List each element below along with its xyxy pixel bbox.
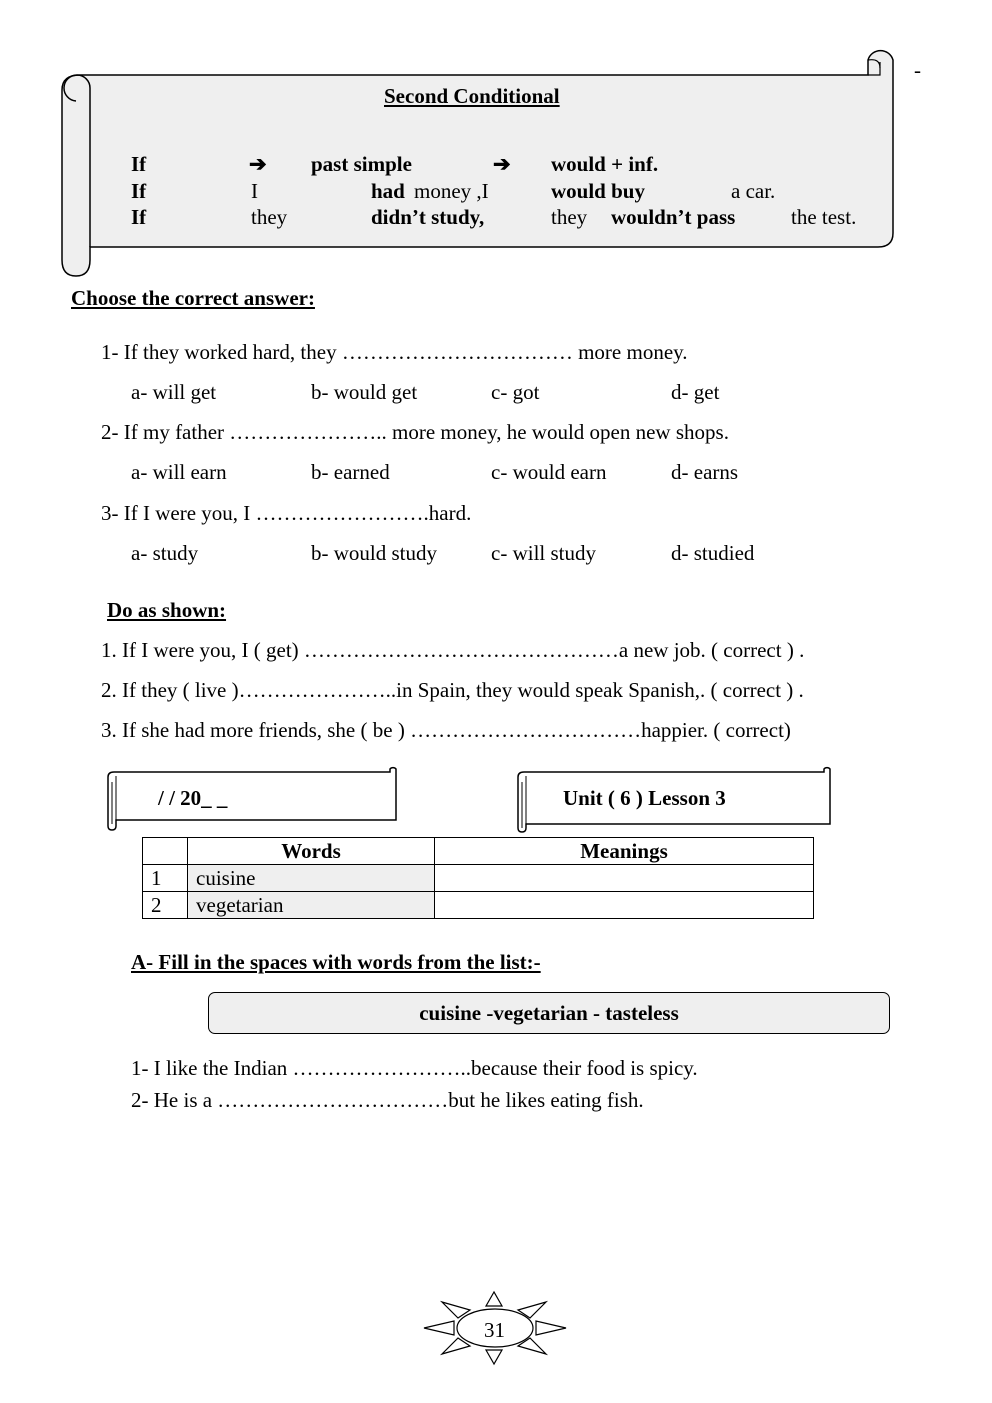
scroll-banner	[0, 0, 992, 290]
option[interactable]: c- would earn	[491, 460, 607, 484]
example-end: the test.	[791, 205, 857, 229]
column-header-words: Words	[188, 838, 435, 865]
section-heading: A- Fill in the spaces with words from the list:-	[131, 950, 541, 974]
option[interactable]: a- will earn	[131, 460, 227, 484]
date-field[interactable]: / / 20_ _	[158, 786, 228, 810]
word-cell: cuisine	[188, 865, 435, 892]
exercise-item: 1. If I were you, I ( get) ………………………………………a new job. ( correct ) .	[101, 638, 805, 662]
page-number: 31	[484, 1318, 505, 1342]
option[interactable]: c- will study	[491, 541, 596, 565]
option[interactable]: d- earns	[671, 460, 739, 484]
option[interactable]: b- earned	[311, 460, 390, 484]
unit-lesson-label: Unit ( 6 ) Lesson 3	[563, 786, 726, 810]
rule-if: If	[131, 152, 147, 176]
rule-past-simple: past simple	[311, 152, 412, 176]
question: 2- If my father ………………….. more money, he would open new shops.	[101, 420, 729, 444]
example-result: would buy	[551, 179, 645, 203]
exercise-item: 1- I like the Indian ……………………..because their food is spicy.	[131, 1056, 698, 1080]
word-list-box: cuisine -vegetarian - tasteless	[208, 992, 890, 1034]
question: 1- If they worked hard, they …………………………… more money.	[101, 340, 688, 364]
table-row	[143, 892, 814, 919]
column-header-meanings: Meanings	[435, 838, 814, 865]
example-end: a car.	[731, 179, 776, 203]
example-result-subject: they	[551, 205, 588, 229]
example-result: wouldn’t pass	[611, 205, 736, 229]
table-row	[143, 865, 814, 892]
option[interactable]: a- study	[131, 541, 199, 565]
arrow-right-icon: ➔	[249, 152, 267, 176]
word-cell: vegetarian	[188, 892, 435, 919]
exercise-item: 2. If they ( live )…………………..in Spain, they would speak Spanish,. ( correct ) .	[101, 678, 804, 702]
exercise-item: 3. If she had more friends, she ( be ) ……………………………happier. ( correct)	[101, 718, 791, 742]
exercise-item: 2- He is a ……………………………but he likes eating fish.	[131, 1088, 644, 1112]
table-header-row	[143, 838, 814, 865]
example-subject: they	[251, 205, 288, 229]
section-heading: Choose the correct answer:	[71, 286, 315, 310]
meaning-cell[interactable]	[435, 865, 814, 892]
option[interactable]: d- get	[671, 380, 720, 404]
corner-mark: -	[914, 58, 921, 82]
scroll-title: Second Conditional	[384, 84, 560, 108]
question: 3- If I were you, I …………………….hard.	[101, 501, 472, 525]
example-verb: didn’t study,	[371, 205, 485, 229]
arrow-right-icon: ➔	[493, 152, 511, 176]
rule-would-inf: would + inf.	[551, 152, 659, 176]
example-subject: I	[251, 179, 258, 203]
section-heading: Do as shown:	[107, 598, 227, 622]
example-object: money ,I	[414, 179, 489, 203]
option[interactable]: b- would study	[311, 541, 437, 565]
rule-if: If	[131, 205, 147, 229]
option[interactable]: a- will get	[131, 380, 217, 404]
option[interactable]: d- studied	[671, 541, 755, 565]
example-verb: had	[371, 179, 405, 203]
column-header-number	[143, 838, 188, 865]
meaning-cell[interactable]	[435, 892, 814, 919]
rule-if: If	[131, 179, 147, 203]
option[interactable]: c- got	[491, 380, 540, 404]
row-number: 1	[143, 865, 188, 892]
vocabulary-table	[142, 837, 814, 919]
date-scroll-box	[100, 762, 405, 834]
option[interactable]: b- would get	[311, 380, 418, 404]
row-number: 2	[143, 892, 188, 919]
